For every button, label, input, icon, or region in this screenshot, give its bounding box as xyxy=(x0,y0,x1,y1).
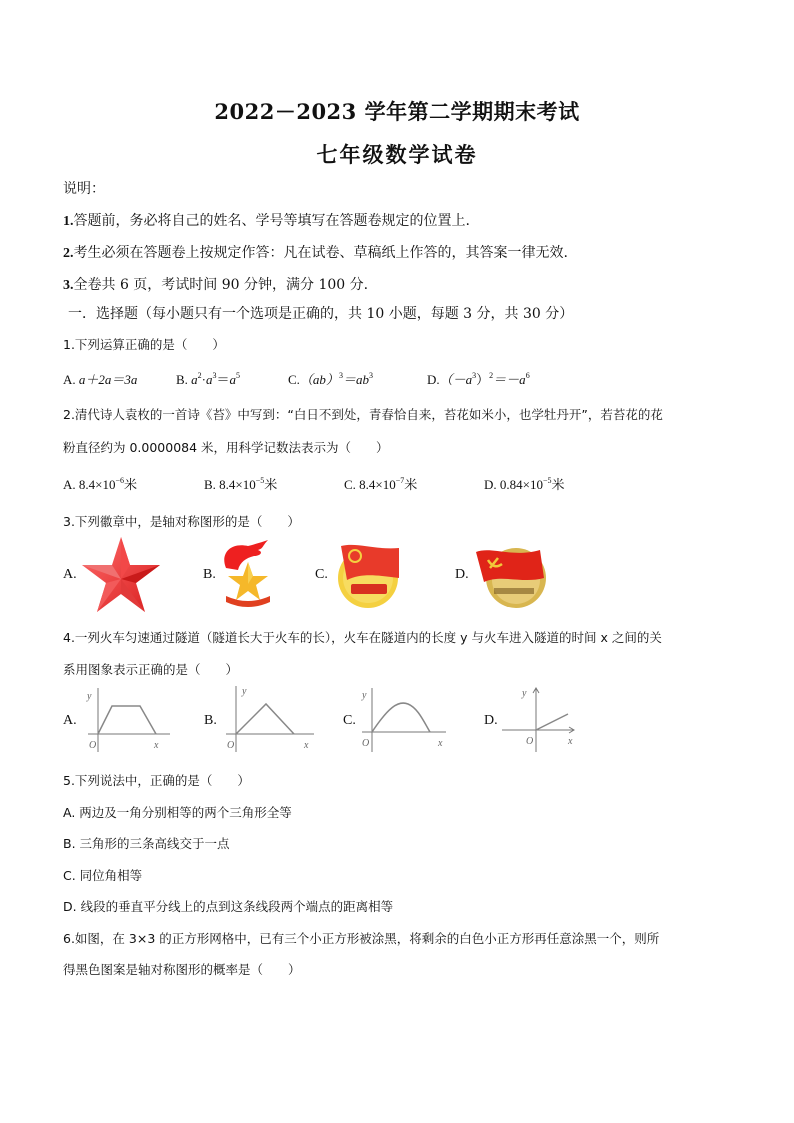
svg-text:y: y xyxy=(362,690,367,701)
svg-text:y: y xyxy=(242,686,247,697)
instruction-item-2: 2.考生必须在答题卷上按规定作答：凡在试卷、草稿纸上作答的，其答案一律无效. xyxy=(63,245,568,261)
section-title: 一．选择题（每小题只有一个选项是正确的，共 10 小题，每题 3 分，共 30 分） xyxy=(68,306,574,322)
q1-option-a: A. a＋2a＝3a xyxy=(63,372,138,387)
q3-option-c-label: C. xyxy=(315,567,328,582)
q2-option-c: C. $8.4\times 10^{-7}$米 xyxy=(344,476,418,492)
q4-option-d-label: D. xyxy=(484,713,498,728)
svg-text:x: x xyxy=(304,740,309,751)
q2-option-b: B. $8.4\times 10^{-5}$米 xyxy=(204,476,278,492)
q5-option-c: C. 同位角相等 xyxy=(63,868,143,883)
q4-option-b-label: B. xyxy=(204,713,217,728)
question-6-stem-line-2: 得黑色图案是轴对称图形的概率是（ ） xyxy=(63,962,301,977)
party-badge-icon xyxy=(472,538,552,612)
exam-title: 2022－2023 学年第二学期期末考试 xyxy=(214,99,580,124)
q2-option-d: D. $0.84\times 10^{-5}$米 xyxy=(484,476,565,492)
svg-text:y: y xyxy=(87,691,92,702)
q5-option-d: D. 线段的垂直平分线上的点到这条线段两个端点的距离相等 xyxy=(63,899,394,914)
svg-text:y: y xyxy=(522,688,527,699)
instruction-item-3: 3.全卷共 6 页，考试时间 90 分钟，满分 100 分. xyxy=(63,277,369,293)
q3-option-d-label: D. xyxy=(455,567,469,582)
q4-graph-d xyxy=(500,684,580,754)
svg-text:O: O xyxy=(362,738,370,749)
q5-option-b: B. 三角形的三条高线交于一点 xyxy=(63,836,230,851)
q4-option-a-label: A. xyxy=(63,713,77,728)
question-3-stem: 3.下列徽章中，是轴对称图形的是（ ） xyxy=(63,514,300,529)
svg-text:O: O xyxy=(227,740,235,751)
q3-option-a-label: A. xyxy=(63,567,77,582)
communist-youth-league-badge-icon xyxy=(333,540,403,610)
svg-text:x: x xyxy=(438,738,443,749)
q1-option-b: B. $a^2\cdot a^3=a^5$ xyxy=(176,371,241,387)
question-5-stem: 5.下列说法中，正确的是（ ） xyxy=(63,773,250,788)
svg-text:x: x xyxy=(154,740,159,751)
svg-text:x: x xyxy=(568,736,573,747)
q3-option-b-label: B. xyxy=(203,567,216,582)
q5-option-a: A. 两边及一角分别相等的两个三角形全等 xyxy=(63,805,292,820)
question-2-stem-line-2: 粉直径约为 0.0000084 米，用科学记数法表示为（ ） xyxy=(63,440,389,455)
q4-option-c-label: C. xyxy=(343,713,356,728)
young-pioneers-badge-icon xyxy=(218,540,274,610)
q4-graph-a xyxy=(84,684,174,754)
question-4-stem-line-1: 4.一列火车匀速通过隧道（隧道长大于火车的长），火车在隧道内的长度 y 与火车进入隧道的时间 x 之间的关 xyxy=(63,630,662,645)
question-4-stem-line-2: 系用图象表示正确的是（ ） xyxy=(63,662,239,677)
question-1-stem: 1.下列运算正确的是（ ） xyxy=(63,337,225,352)
q1-option-c: $C.(ab)^3=ab^3$ xyxy=(288,371,373,387)
svg-text:O: O xyxy=(526,736,534,747)
q4-graph-c xyxy=(360,684,450,754)
question-2-stem-line-1: 2.清代诗人袁枚的一首诗《苔》中写到：“白日不到处，青春恰自来，苔花如米小，也学牡丹开”，若苔花的花 xyxy=(63,407,663,422)
svg-text:O: O xyxy=(89,740,97,751)
question-6-stem-line-1: 6.如图，在 3×3 的正方形网格中，已有三个小正方形被涂黑，将剩余的白色小正方形再任意涂黑一个，则所 xyxy=(63,931,660,946)
q4-graph-b xyxy=(222,684,318,754)
exam-subtitle: 七年级数学试卷 xyxy=(316,142,478,167)
q1-option-d: $D.(-a^3)^2=-a^6$ xyxy=(427,371,530,387)
instructions-heading: 说明： xyxy=(63,181,105,197)
q2-option-a: A. $8.4\times 10^{-6}$米 xyxy=(63,476,138,492)
red-star-badge-icon xyxy=(80,535,162,615)
instruction-item-1: 1.答题前，务必将自己的姓名、学号等填写在答题卷规定的位置上. xyxy=(63,213,470,229)
